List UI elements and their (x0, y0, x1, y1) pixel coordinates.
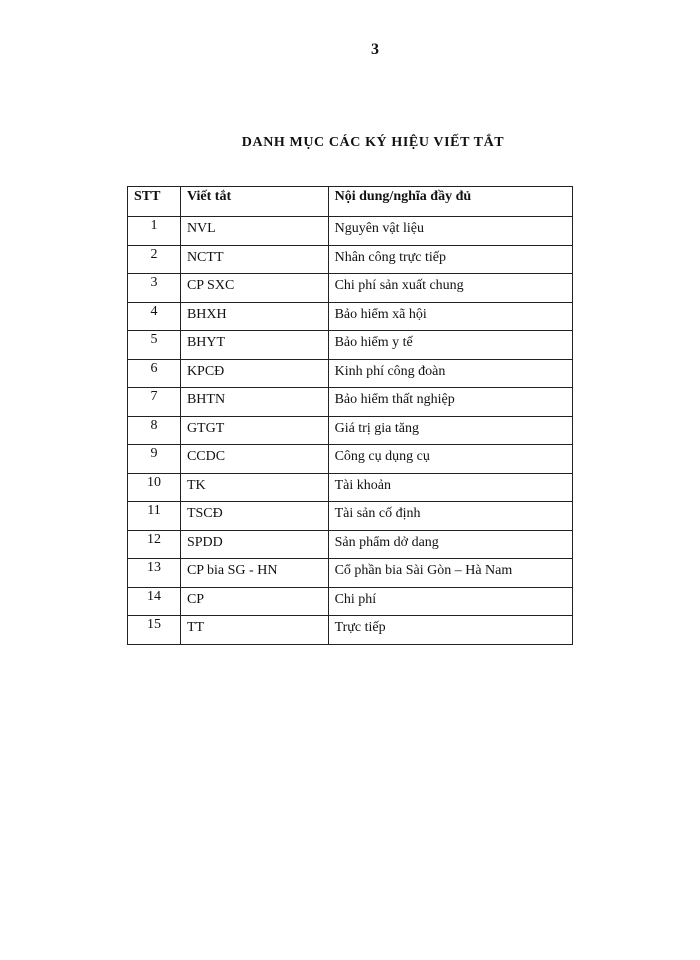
cell-stt: 4 (128, 302, 181, 331)
cell-abbreviation: GTGT (180, 416, 328, 445)
cell-abbreviation: KPCĐ (180, 359, 328, 388)
table-row (128, 331, 573, 360)
page-number: 3 (371, 41, 379, 58)
cell-abbreviation: TT (180, 616, 328, 645)
cell-abbreviation: CP (180, 587, 328, 616)
table-row (128, 473, 573, 502)
cell-full-meaning: Bảo hiểm y tế (328, 331, 572, 360)
cell-abbreviation: CP bia SG - HN (180, 559, 328, 588)
cell-full-meaning: Bảo hiểm xã hội (328, 302, 572, 331)
cell-abbreviation: NCTT (180, 245, 328, 274)
cell-stt: 12 (128, 530, 181, 559)
cell-stt: 13 (128, 559, 181, 588)
cell-full-meaning: Giá trị gia tăng (328, 416, 572, 445)
cell-stt: 9 (128, 445, 181, 474)
cell-stt: 14 (128, 587, 181, 616)
cell-stt: 5 (128, 331, 181, 360)
table-body (128, 217, 573, 645)
cell-full-meaning: Nhân công trực tiếp (328, 245, 572, 274)
cell-abbreviation: TSCĐ (180, 502, 328, 531)
table-row (128, 502, 573, 531)
table-row (128, 217, 573, 246)
cell-stt: 7 (128, 388, 181, 417)
cell-full-meaning: Công cụ dụng cụ (328, 445, 572, 474)
cell-abbreviation: CP SXC (180, 274, 328, 303)
table-row (128, 245, 573, 274)
cell-full-meaning: Bảo hiểm thất nghiệp (328, 388, 572, 417)
cell-abbreviation: NVL (180, 217, 328, 246)
cell-stt: 15 (128, 616, 181, 645)
cell-abbreviation: SPDD (180, 530, 328, 559)
table-row (128, 416, 573, 445)
abbreviations-table (127, 186, 573, 645)
cell-abbreviation: CCDC (180, 445, 328, 474)
cell-full-meaning: Sản phẩm dở dang (328, 530, 572, 559)
table-row (128, 445, 573, 474)
header-abbreviation: Viết tắt (180, 187, 328, 217)
cell-abbreviation: BHTN (180, 388, 328, 417)
cell-full-meaning: Trực tiếp (328, 616, 572, 645)
cell-abbreviation: BHXH (180, 302, 328, 331)
cell-stt: 6 (128, 359, 181, 388)
header-full-meaning: Nội dung/nghĩa đầy đủ (328, 187, 572, 217)
header-stt: STT (128, 187, 181, 217)
cell-full-meaning: Chi phí (328, 587, 572, 616)
table-header (128, 187, 573, 217)
table-row (128, 530, 573, 559)
table-row (128, 587, 573, 616)
table-row (128, 302, 573, 331)
cell-stt: 11 (128, 502, 181, 531)
cell-stt: 1 (128, 217, 181, 246)
table-row (128, 359, 573, 388)
cell-full-meaning: Kinh phí công đoàn (328, 359, 572, 388)
cell-full-meaning: Chi phí sản xuất chung (328, 274, 572, 303)
table-row (128, 559, 573, 588)
cell-abbreviation: TK (180, 473, 328, 502)
table-row (128, 616, 573, 645)
cell-full-meaning: Cổ phần bia Sài Gòn – Hà Nam (328, 559, 572, 588)
page-title: DANH MỤC CÁC KÝ HIỆU VIẾT TẮT (241, 135, 505, 150)
cell-stt: 8 (128, 416, 181, 445)
table-row (128, 388, 573, 417)
cell-abbreviation: BHYT (180, 331, 328, 360)
cell-stt: 2 (128, 245, 181, 274)
cell-full-meaning: Tài sản cố định (328, 502, 572, 531)
cell-full-meaning: Nguyên vật liệu (328, 217, 572, 246)
cell-full-meaning: Tài khoản (328, 473, 572, 502)
cell-stt: 3 (128, 274, 181, 303)
cell-stt: 10 (128, 473, 181, 502)
table-row (128, 274, 573, 303)
header-row (128, 187, 573, 217)
